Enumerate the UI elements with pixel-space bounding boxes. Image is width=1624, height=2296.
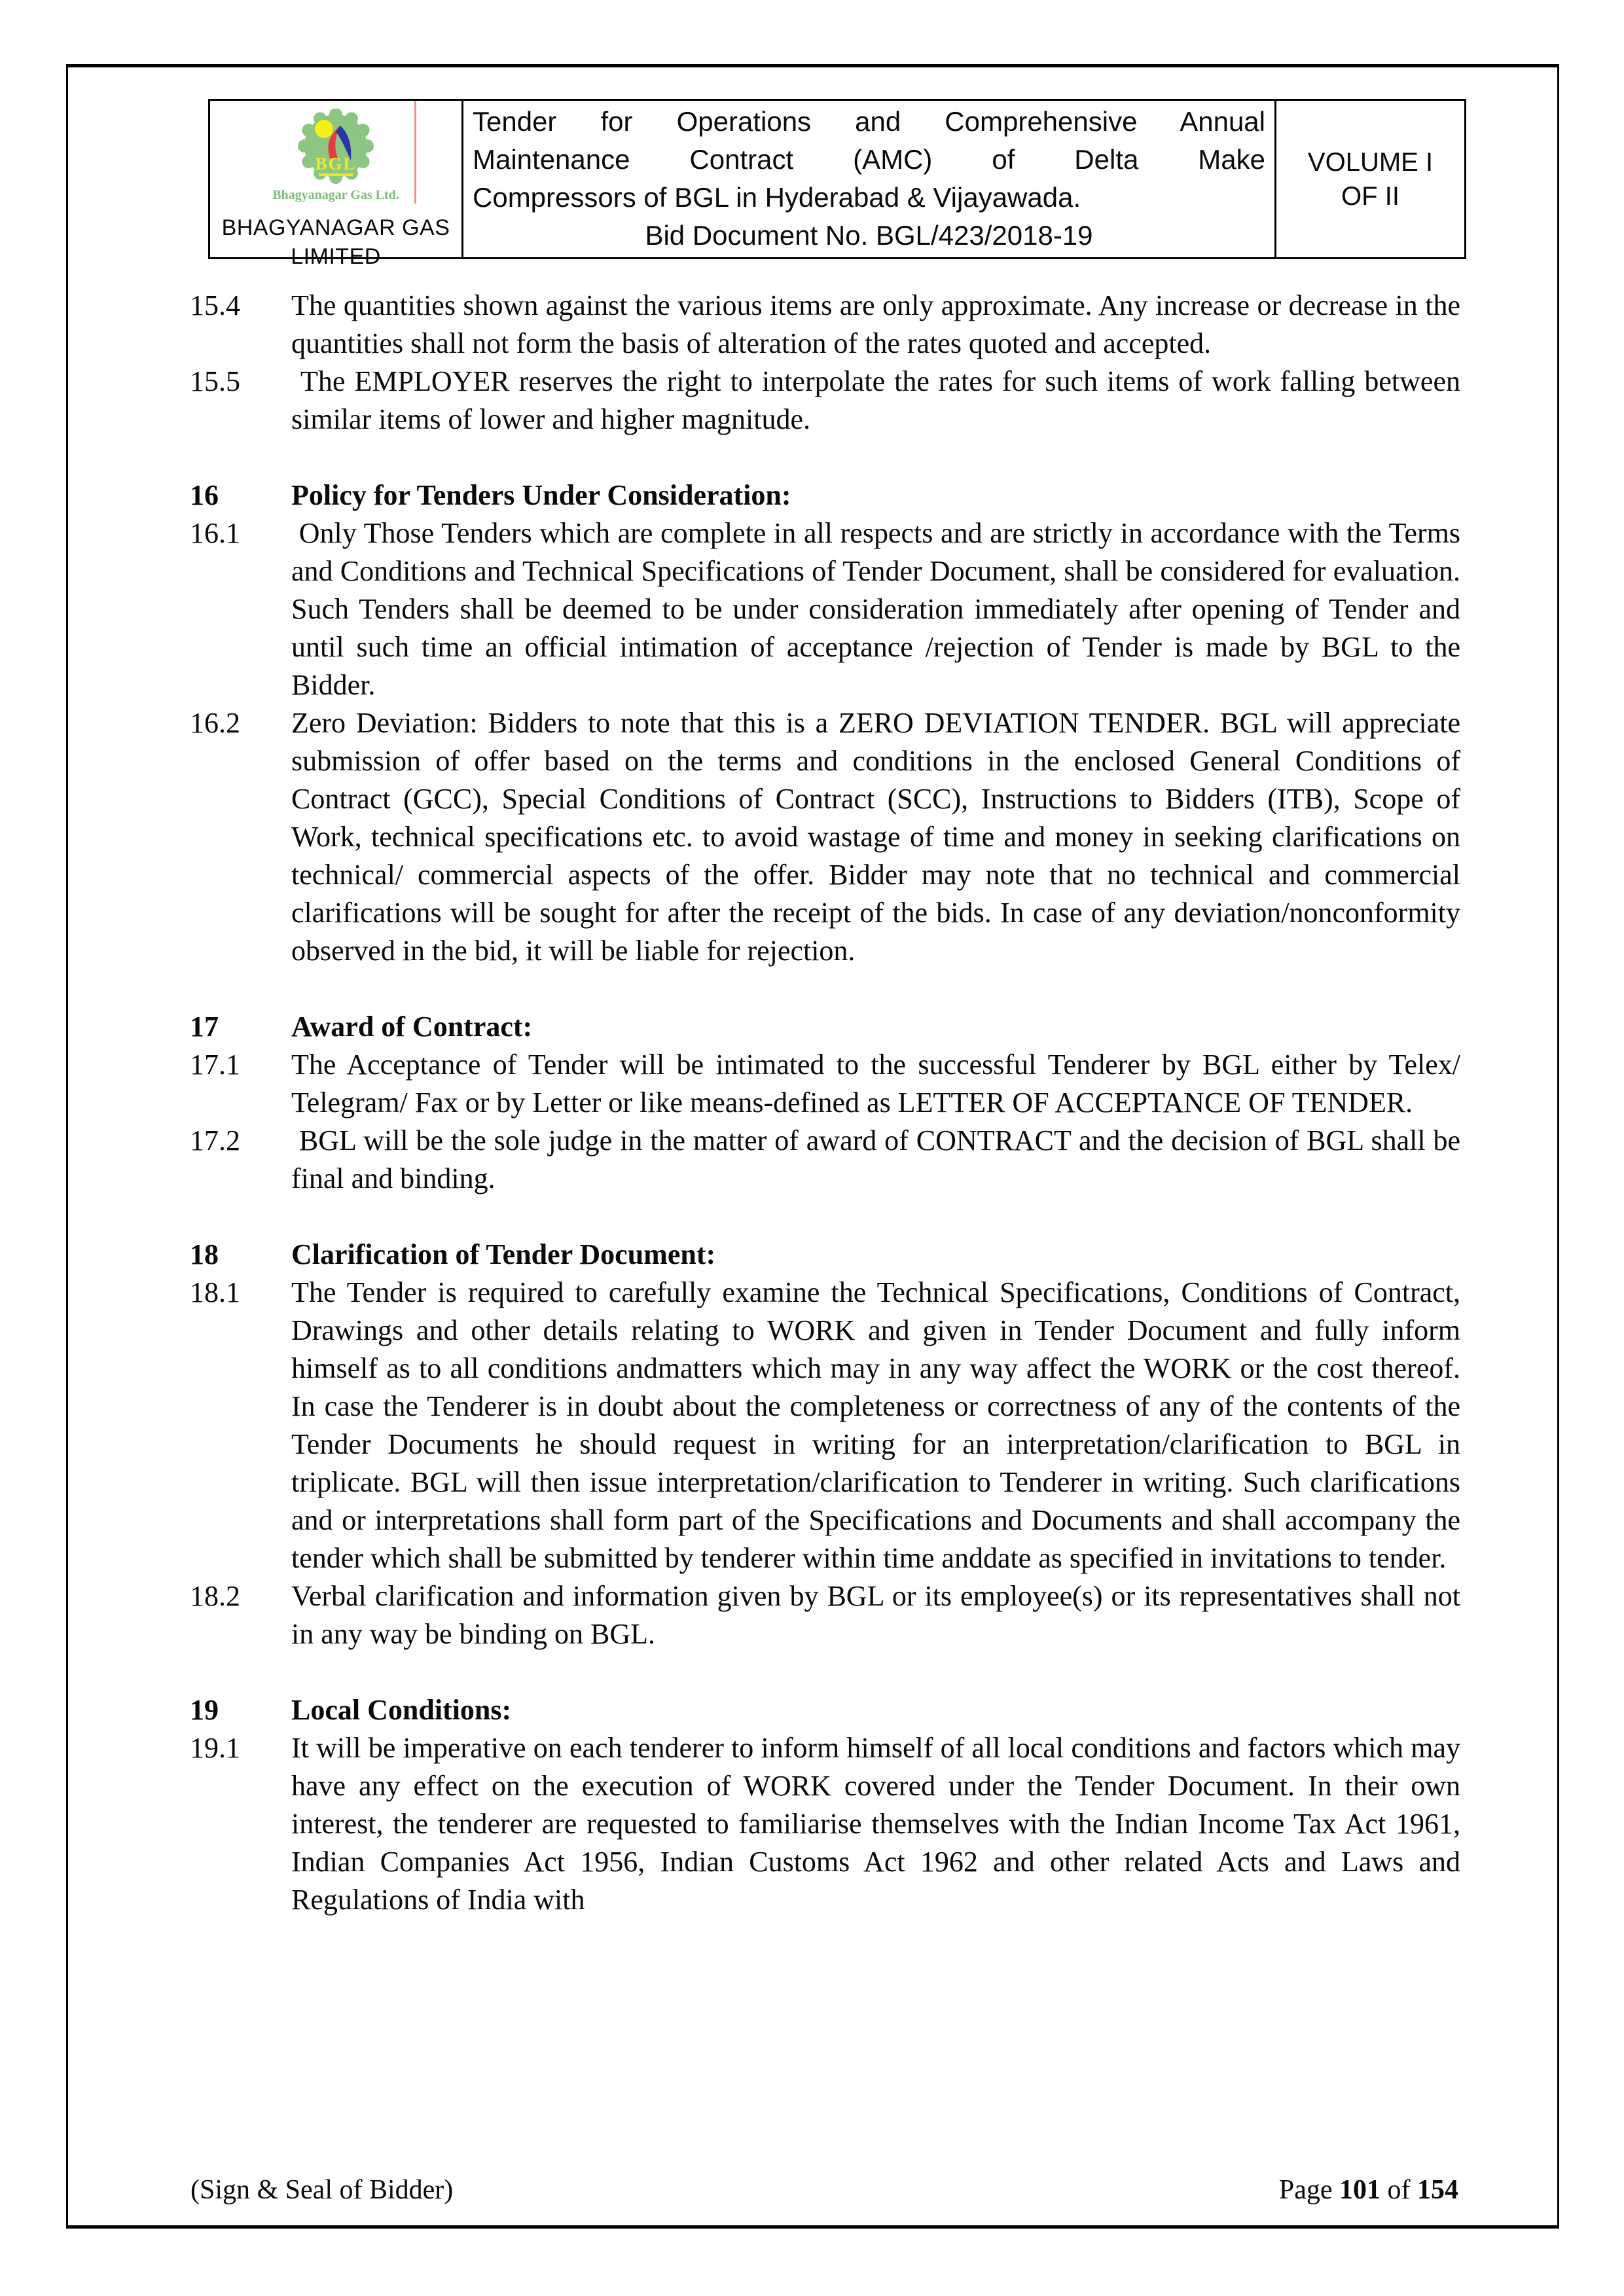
clause-text: BGL will be the sole judge in the matter of award of CONTRACT and the decision of BGL shall be final and binding. xyxy=(291,1124,1468,1194)
section-title: Clarification of Tender Document: xyxy=(291,1238,716,1270)
clause-number: 19.1 xyxy=(190,1732,240,1764)
clause-number: 18.2 xyxy=(190,1580,240,1612)
section-heading-row xyxy=(190,476,1460,514)
bid-document-number: Bid Document No. BGL/423/2018-19 xyxy=(645,220,1093,251)
header-table xyxy=(208,99,1466,269)
clause-text: Zero Deviation: Bidders to note that this is a ZERO DEVIATION TENDER. BGL will appreciate submission of offer based on the terms and conditions in the enclosed General Conditions of Contract (GCC), Special Conditions of Contract (SCC), Instructions to Bidders (ITB), Scope of Work, technical specifications etc. to avoid wastage of time and money in seeking clarifications on technical/ commercial aspects of the offer. Bidder may note that no technical and commercial clarifications will be sought for after the receipt of the bids. In case of any deviation/nonconformity observed in the bid, it will be liable for rejection. xyxy=(291,707,1468,967)
logo-sun-icon xyxy=(315,120,333,138)
page-number xyxy=(1279,2172,1458,2208)
page-frame xyxy=(66,64,1559,2229)
tender-title-line-3: Compressors of BGL in Hyderabad & Vijayawada. xyxy=(473,182,1081,213)
clause-number: 15.5 xyxy=(190,365,240,397)
page-current: 101 xyxy=(1339,2175,1380,2205)
clause-row xyxy=(190,704,1468,970)
section-heading-row xyxy=(190,1008,1460,1046)
document-body xyxy=(190,287,1468,1919)
header-title-cell xyxy=(463,101,1276,257)
tender-title-line-2: Maintenance Contract (AMC) of Delta Make xyxy=(473,144,1265,175)
logo-caption: Bhagyanagar Gas Ltd. xyxy=(272,188,399,202)
volume-line1: VOLUME I xyxy=(1307,147,1434,177)
clause-number: 15.4 xyxy=(190,289,240,321)
sign-seal-label: (Sign & Seal of Bidder) xyxy=(190,2175,454,2205)
section-title: Policy for Tenders Under Consideration: xyxy=(291,479,791,511)
clause-text: The quantities shown against the various items are only approximate. Any increase or decrease in the quantities shall not form the basis of alteration of the rates quoted and accepted. xyxy=(291,289,1468,359)
bgl-logo xyxy=(264,109,408,204)
clause-row xyxy=(190,1729,1468,1919)
section-heading-row xyxy=(190,1236,1460,1274)
org-name-line1: BHAGYANAGAR GAS xyxy=(221,215,450,240)
logo-accent-line xyxy=(414,101,416,204)
page-word: Page xyxy=(1278,2175,1339,2205)
org-name xyxy=(210,213,461,271)
clause-number: 19 xyxy=(190,1694,219,1726)
clause-text: The EMPLOYER reserves the right to interpolate the rates for such items of work falling between similar items of lower and higher magnitude. xyxy=(291,365,1468,435)
clause-text: Verbal clarification and information given by BGL or its employee(s) or its representatives shall not in any way be binding on BGL. xyxy=(291,1580,1468,1650)
section-heading-row xyxy=(190,1691,1460,1729)
clause-row xyxy=(190,1274,1468,1577)
org-name-line2: LIMITED xyxy=(291,244,381,269)
clause-text: Only Those Tenders which are complete in all respects and are strictly in accordance with the Terms and Conditions and Technical Specifications of Tender Document, shall be considered for evaluation. Such Tenders shall be deemed to be under consideration immediately after opening of Tender and until such time an official intimation of acceptance /rejection of Tender is made by BGL to the Bidder. xyxy=(291,517,1468,701)
clause-row xyxy=(190,1046,1468,1122)
header-logo-cell xyxy=(210,101,463,269)
tender-title-line-1: Tender for Operations and Comprehensive Annual xyxy=(473,106,1265,137)
section-title: Award of Contract: xyxy=(291,1011,533,1043)
logo-acronym: BGL xyxy=(315,154,357,173)
header-volume-cell xyxy=(1276,101,1464,257)
section-title: Local Conditions: xyxy=(291,1694,512,1726)
clause-number: 18 xyxy=(190,1238,219,1270)
of-word: of xyxy=(1380,2175,1417,2205)
clause-text: It will be imperative on each tenderer to inform himself of all local conditions and factors which may have any effect on the execution of WORK covered under the Tender Document. In their own interest, the tenderer are requested to familiarise themselves with the Indian Income Tax Act 1961, Indian Companies Act 1956, Indian Customs Act 1962 and other related Acts and Laws and Regulations of India with xyxy=(291,1732,1468,1916)
clause-number: 18.1 xyxy=(190,1276,240,1308)
clause-row xyxy=(190,287,1468,363)
clause-number: 17.2 xyxy=(190,1124,240,1157)
clause-number: 16.1 xyxy=(190,517,240,549)
clause-row xyxy=(190,1122,1468,1198)
page-footer xyxy=(190,2172,1458,2208)
clause-text: The Tender is required to carefully examine the Technical Specifications, Conditions of Contract, Drawings and other details relating to WORK and given in Tender Document and fully inform himself as to all conditions andmatters which may in any way affect the WORK or the cost thereof. In case the Tenderer is in doubt about the completeness or correctness of any of the contents of the Tender Documents he should request in writing for an interpretation/clarification to BGL in triplicate. BGL will then issue interpretation/clarification to Tenderer in writing. Such clarifications and or interpretations shall form part of the Specifications and Documents and shall accompany the tender which shall be submitted by tenderer within time anddate as specified in invitations to tender. xyxy=(291,1276,1468,1574)
clause-number: 17 xyxy=(190,1011,219,1043)
clause-number: 16 xyxy=(190,479,219,511)
page-total: 154 xyxy=(1417,2175,1458,2205)
clause-number: 16.2 xyxy=(190,707,240,739)
clause-row xyxy=(190,363,1468,439)
volume-line2: OF II xyxy=(1341,181,1399,211)
clause-number: 17.1 xyxy=(190,1049,240,1081)
clause-row xyxy=(190,1577,1468,1653)
clause-row xyxy=(190,514,1468,704)
clause-text: The Acceptance of Tender will be intimated to the successful Tenderer by BGL either by Telex/ Telegram/ Fax or by Letter or like means-defined as LETTER OF ACCEPTANCE OF TENDER. xyxy=(291,1049,1468,1119)
